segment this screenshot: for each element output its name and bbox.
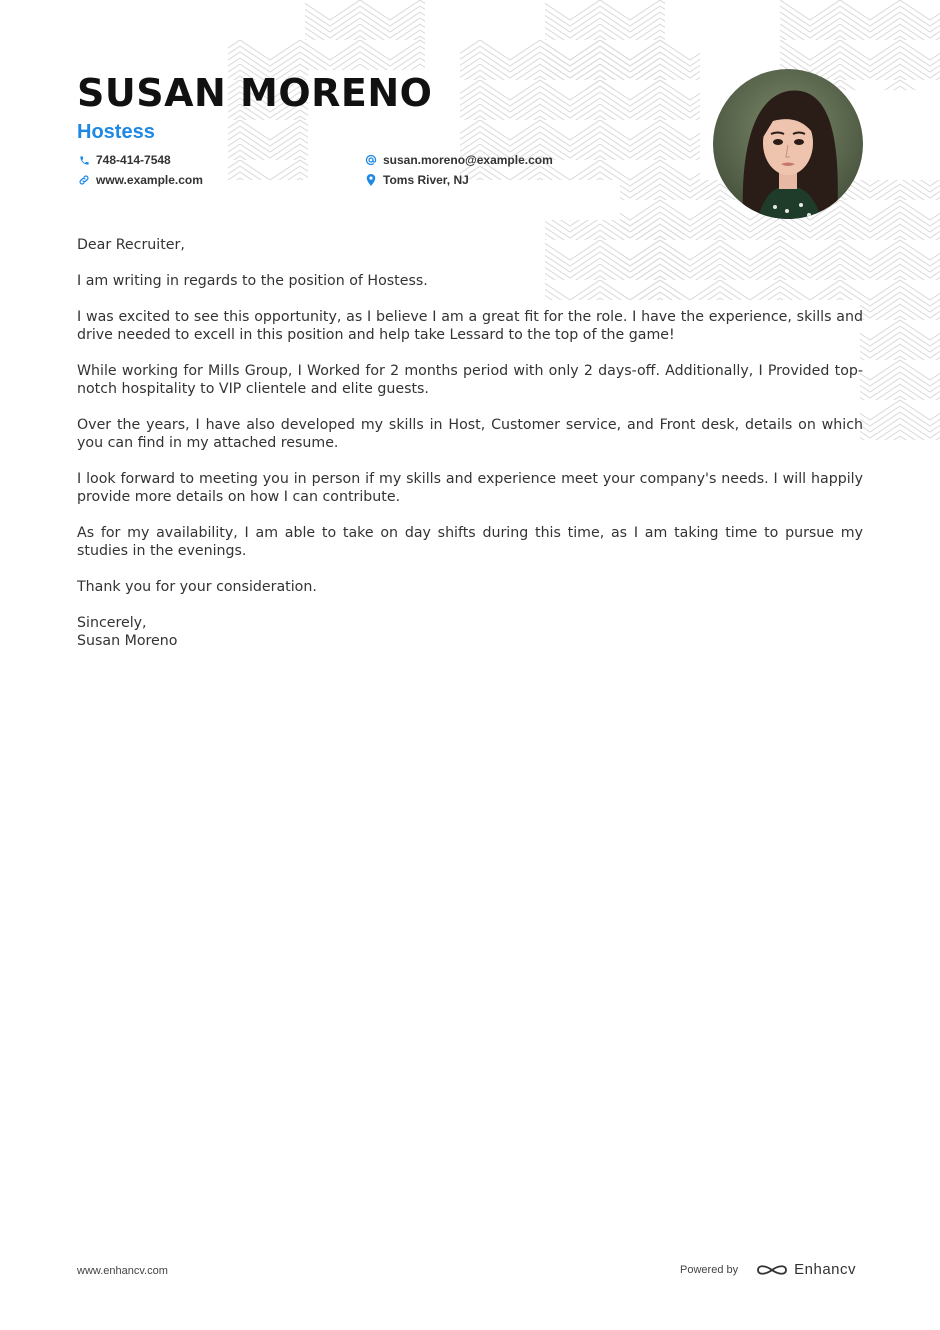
website-text: www.example.com	[96, 173, 203, 187]
email-text: susan.moreno@example.com	[383, 153, 553, 167]
letter-greeting: Dear Recruiter,	[77, 237, 185, 253]
candidate-name: SUSAN MORENO	[77, 71, 433, 115]
letter-paragraph: I was excited to see this opportunity, as I believe I am a great fit for the role. I have the experience, skills and drive needed to excell in this position and help take Lessard to the top of the game!	[77, 309, 863, 343]
letter-paragraph: Over the years, I have also developed my skills in Host, Customer service, and Front desk, details on which you can find in my attached resume.	[77, 417, 863, 451]
link-icon	[77, 173, 91, 187]
phone-text: 748-414-7548	[96, 153, 171, 167]
job-title: Hostess	[77, 121, 155, 143]
profile-photo	[713, 69, 863, 219]
letter-closing: Sincerely,	[77, 615, 147, 631]
enhancv-logo-icon	[756, 1262, 788, 1278]
letter-paragraph: I look forward to meeting you in person if my skills and experience meet your company's needs. I will happily provide more details on how I can contribute.	[77, 471, 863, 505]
contact-location	[364, 172, 469, 188]
location-text: Toms River, NJ	[383, 173, 469, 187]
letter-signature: Susan Moreno	[77, 633, 178, 649]
location-icon	[364, 173, 378, 187]
email-icon	[364, 153, 378, 167]
contact-info	[77, 152, 717, 196]
contact-email[interactable]	[364, 152, 553, 168]
footer-website-link[interactable]: www.enhancv.com	[77, 1265, 168, 1277]
letter-paragraph: Thank you for your consideration.	[77, 579, 317, 595]
powered-by-label: Powered by	[680, 1263, 739, 1276]
contact-website[interactable]	[77, 172, 203, 188]
resume-header	[77, 70, 717, 196]
enhancv-brand-text: Enhancv	[794, 1261, 856, 1278]
letter-paragraph: As for my availability, I am able to take on day shifts during this time, as I am taking time to pursue my studies in the evenings.	[77, 525, 863, 559]
cover-letter-body	[77, 236, 863, 650]
letter-paragraph: I am writing in regards to the position of Hostess.	[77, 273, 428, 289]
enhancv-logo	[756, 1261, 856, 1278]
phone-icon	[77, 153, 91, 167]
footer-powered-by[interactable]	[680, 1261, 856, 1278]
letter-paragraph: While working for Mills Group, I Worked for 2 months period with only 2 days-off. Additionally, I Provided top-notch hospitality to VIP clientele and elite guests.	[77, 363, 863, 397]
contact-phone[interactable]	[77, 152, 171, 168]
